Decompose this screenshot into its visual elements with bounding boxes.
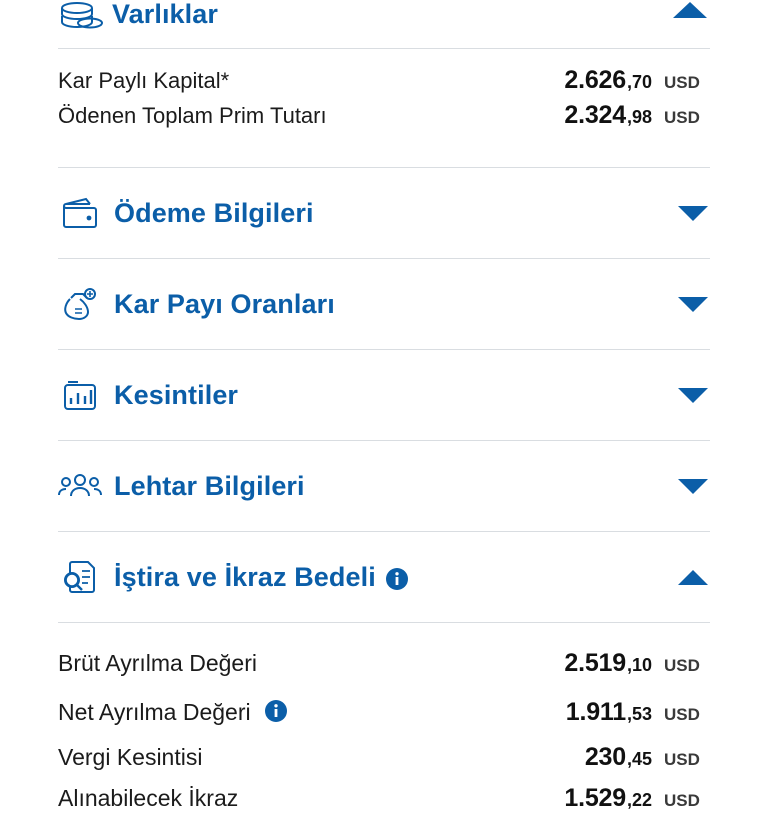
value-currency: USD bbox=[664, 705, 700, 724]
info-icon[interactable] bbox=[386, 568, 408, 590]
detail-label-wrap bbox=[58, 650, 257, 677]
detail-label: Brüt Ayrılma Değeri bbox=[58, 650, 257, 676]
wallet-icon bbox=[58, 193, 102, 233]
section-title: İştira ve İkraz Bedeli bbox=[114, 561, 376, 592]
people-icon bbox=[58, 466, 102, 506]
chevron-down-icon[interactable] bbox=[676, 475, 710, 497]
value-currency: USD bbox=[664, 108, 700, 127]
value-integer: 1.911 bbox=[565, 698, 626, 726]
value-currency: USD bbox=[664, 656, 700, 675]
detail-value bbox=[585, 743, 710, 772]
value-integer: 2.626 bbox=[564, 66, 626, 94]
section-title: Kesintiler bbox=[114, 379, 239, 410]
value-integer: 2.519 bbox=[564, 649, 626, 677]
detail-row bbox=[58, 737, 710, 778]
detail-label-wrap bbox=[58, 785, 238, 812]
section-odeme-bilgileri[interactable] bbox=[0, 168, 768, 258]
chevron-up-icon[interactable] bbox=[670, 0, 710, 12]
value-currency: USD bbox=[664, 73, 700, 92]
coins-icon bbox=[58, 2, 104, 32]
detail-row bbox=[58, 778, 710, 819]
detail-value bbox=[564, 784, 710, 813]
detail-label: Alınabilecek İkraz bbox=[58, 785, 239, 811]
value-decimal: ,22 bbox=[626, 790, 652, 810]
detail-label: Vergi Kesintisi bbox=[58, 744, 203, 770]
value-integer: 230 bbox=[584, 743, 626, 771]
section-kesintiler[interactable] bbox=[0, 350, 768, 440]
value-decimal: ,70 bbox=[626, 72, 652, 92]
section-kar-payi-oranlari[interactable] bbox=[0, 259, 768, 349]
money-bag-icon bbox=[58, 284, 102, 324]
istira-detail-list bbox=[0, 623, 768, 819]
section-lehtar-bilgileri[interactable] bbox=[0, 441, 768, 531]
value-decimal: ,98 bbox=[626, 107, 652, 127]
summary-label: Kar Paylı Kapital* bbox=[58, 68, 230, 93]
summary-value bbox=[564, 66, 710, 95]
detail-label: Net Ayrılma Değeri bbox=[58, 699, 251, 725]
value-integer: 2.324 bbox=[564, 101, 626, 129]
summary-label: Ödenen Toplam Prim Tutarı bbox=[58, 103, 327, 128]
chevron-down-icon[interactable] bbox=[676, 293, 710, 315]
value-currency: USD bbox=[664, 791, 700, 810]
info-icon[interactable] bbox=[265, 700, 287, 728]
section-istira-ve-ikraz-bedeli[interactable] bbox=[0, 532, 768, 622]
value-decimal: ,10 bbox=[626, 655, 652, 675]
value-decimal: ,53 bbox=[626, 704, 652, 724]
chevron-up-icon[interactable] bbox=[676, 566, 710, 588]
section-title: Kar Payı Oranları bbox=[114, 288, 335, 319]
value-integer: 1.529 bbox=[564, 784, 626, 812]
detail-row bbox=[58, 639, 710, 688]
section-header-varliklar[interactable] bbox=[0, 0, 768, 29]
section-title: Ödeme Bilgileri bbox=[114, 197, 314, 228]
value-currency: USD bbox=[664, 750, 700, 769]
detail-label-wrap bbox=[58, 744, 202, 771]
bar-chart-icon bbox=[58, 375, 102, 415]
section-title: Lehtar Bilgileri bbox=[114, 470, 305, 501]
chevron-down-icon[interactable] bbox=[676, 202, 710, 224]
summary-row bbox=[58, 63, 710, 98]
value-decimal: ,45 bbox=[626, 749, 652, 769]
detail-value bbox=[566, 698, 710, 727]
detail-value bbox=[564, 649, 710, 678]
chevron-down-icon[interactable] bbox=[676, 384, 710, 406]
section-title: Varlıklar bbox=[112, 0, 218, 29]
summary-row bbox=[58, 98, 710, 133]
detail-label-wrap bbox=[58, 699, 287, 727]
summary-value bbox=[564, 101, 710, 130]
document-search-icon bbox=[58, 557, 102, 597]
detail-row bbox=[58, 688, 710, 737]
assets-summary bbox=[0, 49, 768, 141]
